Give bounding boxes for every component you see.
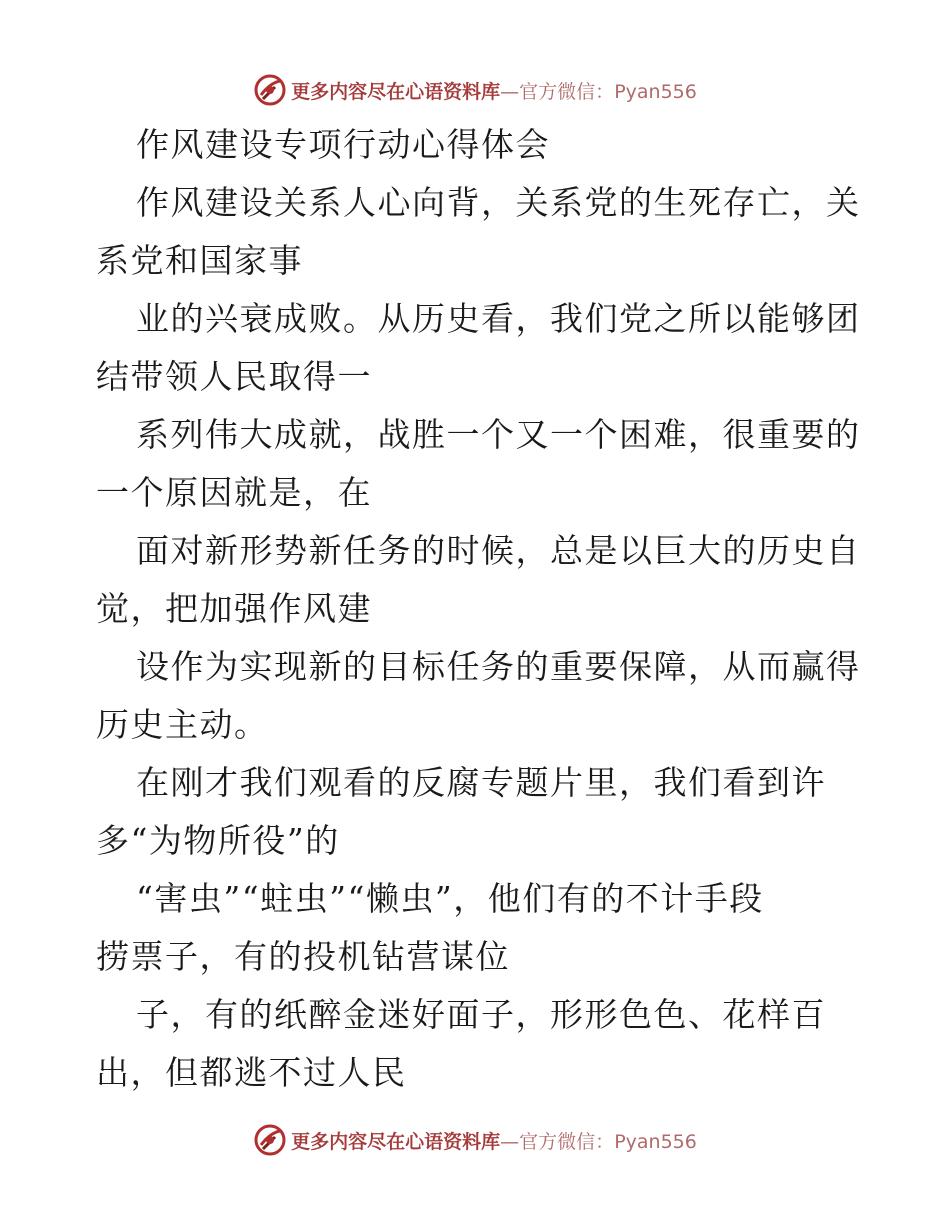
- document-body: [96, 116, 861, 1102]
- document-title: 作风建设专项行动心得体会: [136, 125, 550, 164]
- footer-watermark: [0, 1120, 950, 1160]
- paragraph-line: 历史主动。: [96, 705, 269, 744]
- watermark-sub-text: —官方微信：: [500, 1130, 615, 1153]
- watermark-main-text: 更多内容尽在心语资料库: [291, 1130, 501, 1153]
- paragraph-line: 结带领人民取得一: [96, 357, 372, 396]
- watermark-sub-text: —官方微信：: [500, 80, 615, 103]
- paragraph-line: 作风建设关系人心向背，关系党的生死存亡，关: [136, 183, 861, 222]
- watermark-wechat-id: Pyan556: [614, 1130, 697, 1153]
- paragraph-line: 一个原因就是，在: [96, 473, 372, 512]
- paragraph-line: 在刚才我们观看的反腐专题片里，我们看到许: [136, 763, 826, 802]
- paragraph-line: 觉，把加强作风建: [96, 589, 372, 628]
- book-pen-logo-icon: [253, 1123, 287, 1157]
- paragraph-line: “害虫”“蛀虫”“懒虫”，他们有的不计手段: [136, 879, 764, 918]
- watermark-wechat-id: Pyan556: [614, 80, 697, 103]
- book-pen-logo-icon: [253, 73, 287, 107]
- header-watermark: [0, 70, 950, 110]
- paragraph-line: 面对新形势新任务的时候，总是以巨大的历史自: [136, 531, 861, 570]
- paragraph-line: 多“为物所役”的: [96, 821, 340, 860]
- paragraph-line: 出，但都逃不过人民: [96, 1053, 407, 1092]
- paragraph-line: 捞票子，有的投机钻营谋位: [96, 937, 510, 976]
- paragraph-line: 设作为实现新的目标任务的重要保障，从而赢得: [136, 647, 861, 686]
- paragraph-line: 系党和国家事: [96, 241, 303, 280]
- watermark-main-text: 更多内容尽在心语资料库: [291, 80, 501, 103]
- paragraph-line: 业的兴衰成败。从历史看，我们党之所以能够团: [136, 299, 861, 338]
- paragraph-line: 系列伟大成就，战胜一个又一个困难，很重要的: [136, 415, 861, 454]
- paragraph-line: 子，有的纸醉金迷好面子，形形色色、花样百: [136, 995, 826, 1034]
